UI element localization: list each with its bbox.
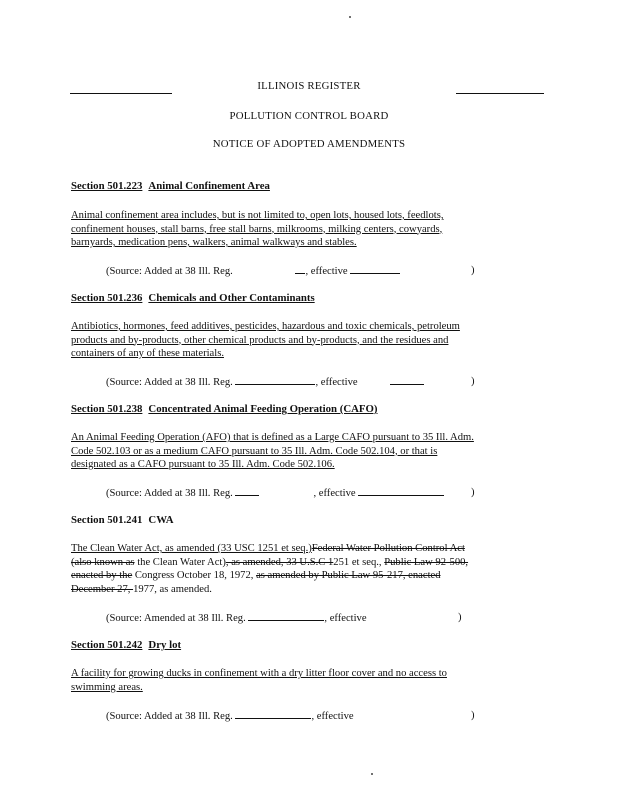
body-text: Antibiotics, hormones, feed additives, pesticides, hazardous and toxic chemicals, petroleum (71, 321, 460, 332)
body-text: Federal Water Pollution Control Act (311, 543, 465, 554)
body-text: barnyards, medication pens, walkers, animal walkways and stables. (71, 237, 357, 248)
scan-speck (349, 16, 351, 18)
section-number: Section 501.223 (71, 180, 143, 192)
section-heading (71, 403, 378, 417)
source-note (106, 486, 486, 501)
body-text: Public Law 92-500, (384, 556, 469, 568)
body-line (71, 681, 531, 695)
reg-blank (235, 375, 315, 385)
body-text: as amended by Public Law 95-217, enacted (256, 570, 441, 581)
scan-speck (371, 773, 373, 775)
effective-blank (356, 710, 416, 719)
source-close: ) (471, 710, 475, 721)
reg-gap (259, 487, 313, 496)
source-note (106, 264, 486, 279)
body-line (71, 347, 531, 361)
section-body (71, 542, 531, 596)
source-note (106, 709, 486, 724)
source-note (106, 611, 486, 626)
body-text: The Clean Water Act, as amended (33 USC 1251 et seq.) (71, 543, 312, 554)
section-heading (71, 514, 174, 528)
body-text: 1977, as amended. (133, 583, 212, 595)
body-line (71, 542, 531, 556)
body-text: the Clean Water Act) (134, 556, 226, 568)
body-text: Animal confinement area includes, but is not limited to, open lots, housed lots, feedlots, (71, 210, 444, 221)
section-title: Concentrated Animal Feeding Operation (CAFO) (148, 403, 378, 415)
effective-blank (358, 486, 444, 496)
source-close: ) (458, 612, 462, 623)
body-text: confinement houses, stall barns, free stall barns, milkrooms, milking centers, cowyards, (71, 223, 443, 235)
body-text: An Animal Feeding Operation (AFO) that is defined as a Large CAFO pursuant to 35 Ill. Adm. (71, 432, 474, 443)
section-heading (71, 292, 315, 306)
source-note (106, 375, 486, 390)
body-text: Code 502.103 or as a medium CAFO pursuant to 35 Ill. Adm. Code 502.104, or that is (71, 445, 438, 457)
source-prefix: (Source: Added at 38 Ill. Reg. (106, 711, 233, 722)
source-prefix: (Source: Added at 38 Ill. Reg. (106, 266, 233, 277)
body-text: , as amended, 33 U.S.C 1 (225, 556, 334, 568)
body-line (71, 569, 531, 583)
source-mid: , effective (324, 613, 367, 624)
effective-blank-line (390, 375, 424, 385)
body-text: products and by-products, other chemical products and by-products, and the residues and (71, 334, 449, 346)
body-line (71, 583, 531, 597)
body-text: (also known as (71, 556, 135, 568)
body-text: December 27, (71, 583, 134, 595)
source-mid: , effective (305, 266, 348, 277)
section-heading (71, 180, 270, 194)
section-body (71, 431, 531, 472)
body-line (71, 334, 531, 348)
body-line (71, 556, 531, 570)
section-number: Section 501.242 (71, 639, 143, 651)
body-line (71, 458, 531, 472)
body-text: designated as a CAFO pursuant to 35 Ill. Adm. Code 502.106. (71, 459, 335, 470)
source-mid: , effective (313, 488, 356, 499)
effective-blank (369, 612, 429, 621)
section-number: Section 501.238 (71, 403, 143, 415)
body-line (71, 223, 531, 237)
source-prefix: (Source: Amended at 38 Ill. Reg. (106, 613, 246, 624)
section-heading (71, 639, 181, 653)
reg-blank-line (295, 264, 305, 274)
section-body (71, 667, 531, 694)
body-line (71, 445, 531, 459)
reg-blank (248, 611, 324, 621)
body-line (71, 431, 531, 445)
section-title: Chemicals and Other Contaminants (148, 292, 315, 304)
source-close: ) (471, 265, 475, 276)
body-text: enacted by the (71, 570, 133, 581)
section-body (71, 320, 531, 361)
body-text: Congress October 18, 1972, (132, 570, 257, 581)
section-title: Animal Confinement Area (148, 180, 270, 192)
body-line (71, 320, 531, 334)
effective-blank (350, 264, 400, 274)
section-body (71, 209, 531, 250)
body-text: containers of any of these materials. (71, 348, 224, 359)
board-title: POLLUTION CONTROL BOARD (229, 110, 389, 122)
section-number: Section 501.236 (71, 292, 143, 304)
source-prefix: (Source: Added at 38 Ill. Reg. (106, 488, 233, 499)
source-mid: , effective (315, 377, 358, 388)
reg-blank (235, 265, 295, 274)
section-number: Section 501.241 (71, 514, 143, 526)
notice-title: NOTICE OF ADOPTED AMENDMENTS (212, 138, 406, 150)
source-close: ) (471, 487, 475, 498)
section-title: CWA (148, 514, 174, 526)
source-close: ) (471, 376, 475, 387)
body-line (71, 236, 531, 250)
body-line (71, 209, 531, 223)
body-text: 251 et seq., (333, 556, 385, 568)
body-text: swimming areas. (71, 681, 143, 693)
source-prefix: (Source: Added at 38 Ill. Reg. (106, 377, 233, 388)
reg-blank (235, 486, 259, 496)
body-text: A facility for growing ducks in confinement with a dry litter floor cover and no access to (71, 668, 447, 679)
register-title: ILLINOIS REGISTER (257, 80, 361, 92)
section-title: Dry lot (148, 639, 182, 651)
reg-blank (235, 709, 311, 719)
source-mid: , effective (311, 711, 354, 722)
effective-blank (360, 376, 390, 385)
body-line (71, 667, 531, 681)
